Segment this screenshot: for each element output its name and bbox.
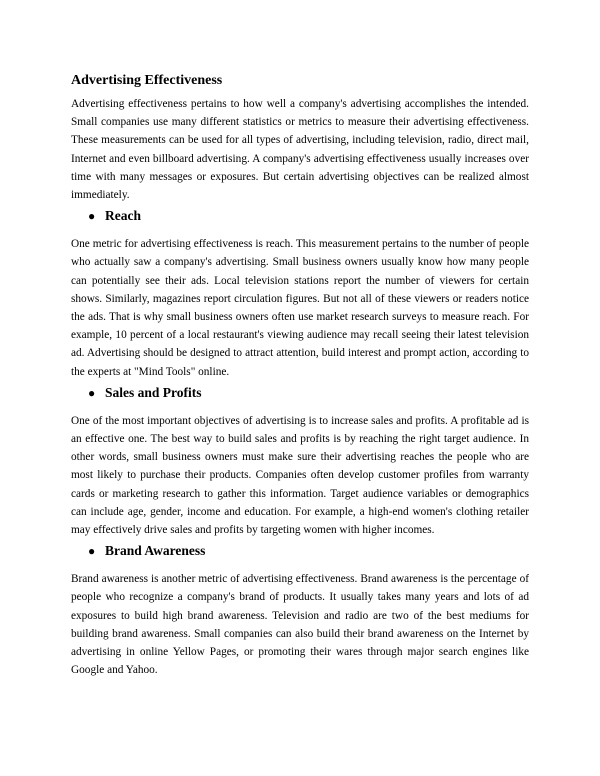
bullet-icon: ● [88, 544, 96, 559]
bullet-icon: ● [88, 209, 96, 224]
section-heading-label: Brand Awareness [105, 543, 206, 559]
section-paragraph-sales-and-profits: One of the most important objectives of advertising is to increase sales and profits. A profitable ad is an effective one. The best way to build sales and profits is by reaching the right target audience. In other words, small business owners must make sure their advertising reaches the people who are most likely to purchase their products. Companies often develop customer profiles from warranty cards or marketing research to gather this information. Target audience variables or demographics can include age, gender, income and education. For example, a high-end women's clothing retailer may effectively drive sales and profits by targeting women with higher incomes. [71, 414, 529, 537]
section-heading-sales-and-profits [71, 384, 529, 402]
section-heading-reach [71, 207, 529, 225]
page-title: Advertising Effectiveness [71, 73, 223, 88]
section-paragraph-brand-awareness: Brand awareness is another metric of advertising effectiveness. Brand awareness is the percentage of people who recognize a company's brand of products. It usually takes many years and lots of ad exposures to build high brand awareness. Television and radio are two of the best mediums for building brand awareness. Small companies can also build their brand awareness on the Internet by advertising in online Yellow Pages, or promoting their wares through major search engines like Google and Yahoo. [71, 573, 529, 677]
bullet-icon: ● [88, 385, 96, 400]
section-paragraph-reach: One metric for advertising effectiveness is reach. This measurement pertains to the number of people who actually saw a company's advertising. Small business owners usually know how many people can potentially see their ads. Local television stations report the number of viewers for certain shows. Similarly, magazines report circulation figures. But not all of these viewers or readers notice the ads. That is why small business owners often use market research surveys to measure reach. For example, 10 percent of a local restaurant's viewing audience may recall seeing their latest television ad. Advertising should be designed to attract attention, build interest and prompt action, according to the experts at "Mind Tools" online. [71, 238, 529, 378]
document-content [71, 72, 529, 679]
section-heading-label: Sales and Profits [105, 384, 202, 400]
section-heading-label: Reach [105, 208, 141, 224]
section-heading-brand-awareness [71, 542, 529, 560]
intro-paragraph: Advertising effectiveness pertains to how well a company's advertising accomplishes the intended. Small companies use many different statistics or metrics to measure their advertising effectiveness. These measurements can be used for all types of advertising, including television, radio, direct mail, Internet and even billboard advertising. A company's advertising effectiveness usually increases over time with many messages or exposures. But certain advertising objectives can be realized almost immediately. [71, 98, 529, 202]
